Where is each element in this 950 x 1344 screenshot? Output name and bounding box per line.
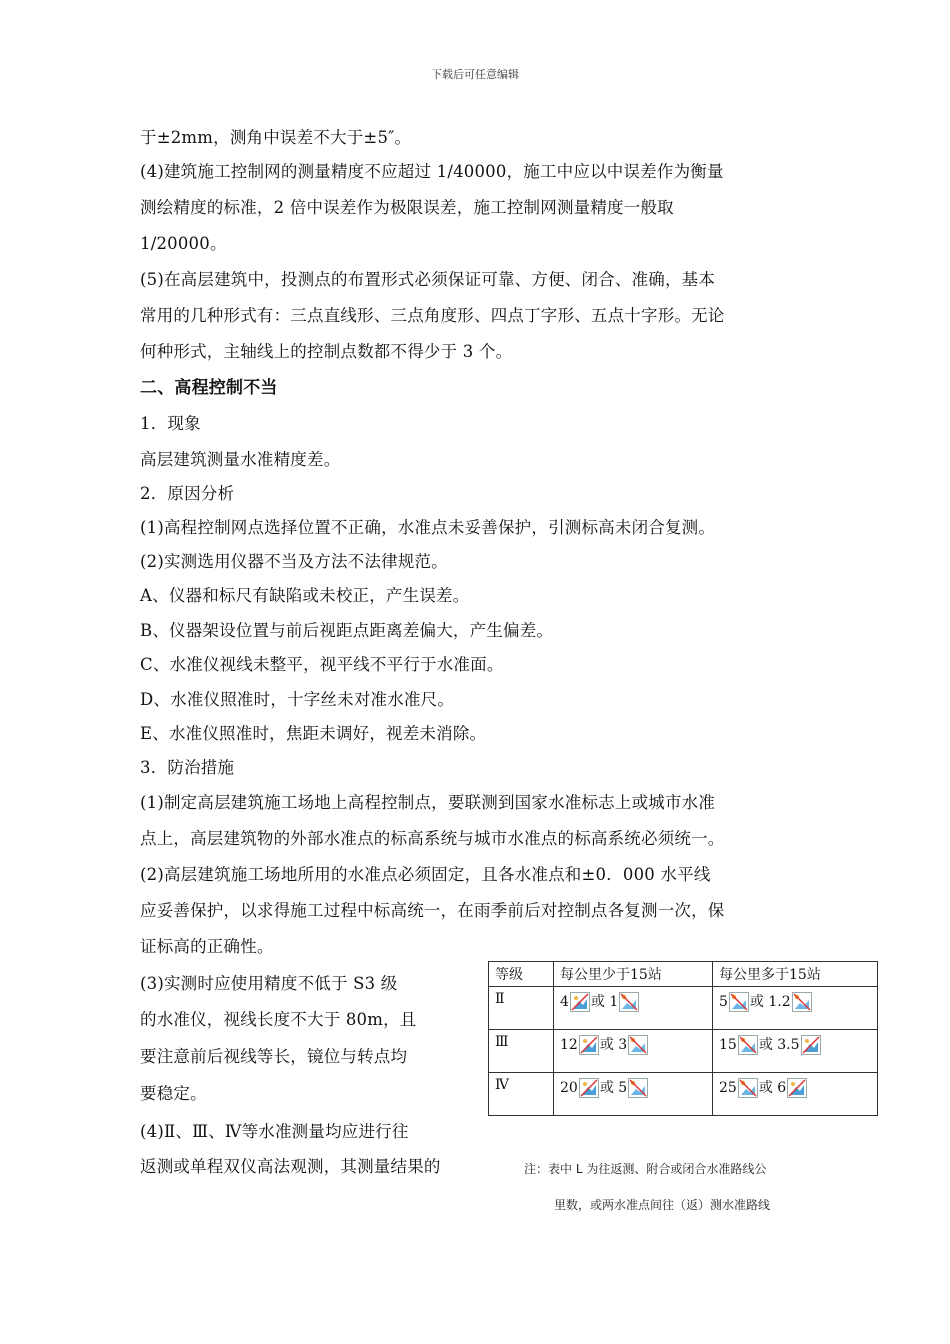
tolerance-alt: 或 3.5 — [758, 1037, 800, 1053]
tolerance-value: 4 — [560, 994, 569, 1010]
formula-image-icon — [570, 992, 590, 1012]
text-line: B、仪器架设位置与前后视距点距离差偏大，产生偏差。 — [140, 621, 554, 640]
text-line: 证标高的正确性。 — [140, 937, 274, 956]
section-heading: 二、高程控制不当 — [140, 378, 278, 398]
subsection-heading: 3．防治措施 — [140, 758, 235, 777]
text-line: (1)高程控制网点选择位置不正确，水准点未妥善保护，引测标高未闭合复测。 — [140, 518, 716, 537]
table-header-row — [489, 962, 878, 987]
text-line: C、水准仪视线未整平，视平线不平行于水准面。 — [140, 655, 504, 674]
text-line: 高层建筑测量水准精度差。 — [140, 450, 341, 469]
tolerance-alt: 或 1 — [590, 994, 619, 1010]
tolerance-alt: 或 1.2 — [749, 994, 791, 1010]
table-header-cell: 每公里多于15站 — [713, 962, 878, 987]
text-line: (4)Ⅱ、Ⅲ、Ⅳ等水准测量均应进行往 — [140, 1122, 409, 1141]
formula-image-icon — [579, 1035, 599, 1055]
table-note: 里数，或两水准点间往（返）测水准路线 — [554, 1198, 771, 1212]
tolerance-cell — [554, 1073, 713, 1116]
formula-image-icon — [628, 1035, 648, 1055]
formula-image-icon — [792, 992, 812, 1012]
text-line: 测绘精度的标准，2 倍中误差作为极限误差，施工控制网测量精度一般取 — [140, 198, 674, 217]
text-line: (2)实测选用仪器不当及方法不法律规范。 — [140, 552, 448, 571]
tolerance-value: 12 — [560, 1037, 578, 1053]
tolerance-cell — [554, 987, 713, 1030]
tolerance-value: 5 — [719, 994, 728, 1010]
text-line: 要注意前后视线等长，镜位与转点均 — [140, 1047, 408, 1066]
text-line: 应妥善保护，以求得施工过程中标高统一，在雨季前后对控制点各复测一次，保 — [140, 901, 725, 920]
tolerance-cell — [713, 1030, 878, 1073]
formula-image-icon — [619, 992, 639, 1012]
text-line: 何种形式，主轴线上的控制点数都不得少于 3 个。 — [140, 342, 513, 361]
formula-image-icon — [738, 1078, 758, 1098]
tolerance-alt: 或 5 — [599, 1080, 628, 1096]
grade-cell: Ⅲ — [489, 1030, 554, 1073]
tolerance-value: 20 — [560, 1080, 578, 1096]
formula-image-icon — [801, 1035, 821, 1055]
tolerance-value: 15 — [719, 1037, 737, 1053]
table-header-cell: 每公里少于15站 — [554, 962, 713, 987]
table-row — [489, 1073, 878, 1116]
text-line: (1)制定高层建筑施工场地上高程控制点，要联测到国家水准标志上或城市水准 — [140, 793, 716, 812]
formula-image-icon — [787, 1078, 807, 1098]
text-line: 点上，高层建筑物的外部水准点的标高系统与城市水准点的标高系统必须统一。 — [140, 829, 725, 848]
text-line: (3)实测时应使用精度不低于 S3 级 — [140, 974, 398, 993]
text-line: 的水准仪，视线长度不大于 80m，且 — [140, 1010, 417, 1029]
subsection-heading: 1．现象 — [140, 414, 201, 433]
tolerance-value: 25 — [719, 1080, 737, 1096]
text-line: 常用的几种形式有：三点直线形、三点角度形、四点丁字形、五点十字形。无论 — [140, 306, 725, 325]
grade-cell: Ⅳ — [489, 1073, 554, 1116]
tolerance-alt: 或 6 — [758, 1080, 787, 1096]
text-line: 1/20000。 — [140, 234, 227, 253]
text-line: D、水准仪照准时，十字丝未对准水准尺。 — [140, 690, 455, 709]
tolerance-alt: 或 3 — [599, 1037, 628, 1053]
tolerance-cell — [554, 1030, 713, 1073]
grade-cell: Ⅱ — [489, 987, 554, 1030]
text-line: (2)高层建筑施工场地所用的水准点必须固定，且各水准点和±0．000 水平线 — [140, 865, 711, 884]
subsection-heading: 2．原因分析 — [140, 484, 235, 503]
page-header: 下载后可任意编辑 — [431, 68, 519, 81]
text-line: 返测或单程双仪高法观测，其测量结果的 — [140, 1157, 441, 1176]
tolerance-cell — [713, 1073, 878, 1116]
text-line: 要稳定。 — [140, 1084, 207, 1103]
tolerance-cell — [713, 987, 878, 1030]
formula-image-icon — [579, 1078, 599, 1098]
formula-image-icon — [628, 1078, 648, 1098]
leveling-accuracy-table — [488, 961, 878, 1116]
text-line: (5)在高层建筑中，投测点的布置形式必须保证可靠、方便、闭合、准确，基本 — [140, 270, 716, 289]
table-header-cell: 等级 — [489, 962, 554, 987]
table-note: 注：表中 L 为往返测、附合或闭合水准路线公 — [524, 1162, 767, 1176]
text-line: E、水准仪照准时，焦距未调好，视差未消除。 — [140, 724, 487, 743]
text-line: 于±2mm，测角中误差不大于±5″。 — [140, 128, 412, 147]
text-line: A、仪器和标尺有缺陷或未校正，产生误差。 — [140, 586, 470, 605]
table-row — [489, 987, 878, 1030]
text-line: (4)建筑施工控制网的测量精度不应超过 1/40000，施工中应以中误差作为衡量 — [140, 162, 724, 181]
formula-image-icon — [738, 1035, 758, 1055]
formula-image-icon — [729, 992, 749, 1012]
table-row — [489, 1030, 878, 1073]
